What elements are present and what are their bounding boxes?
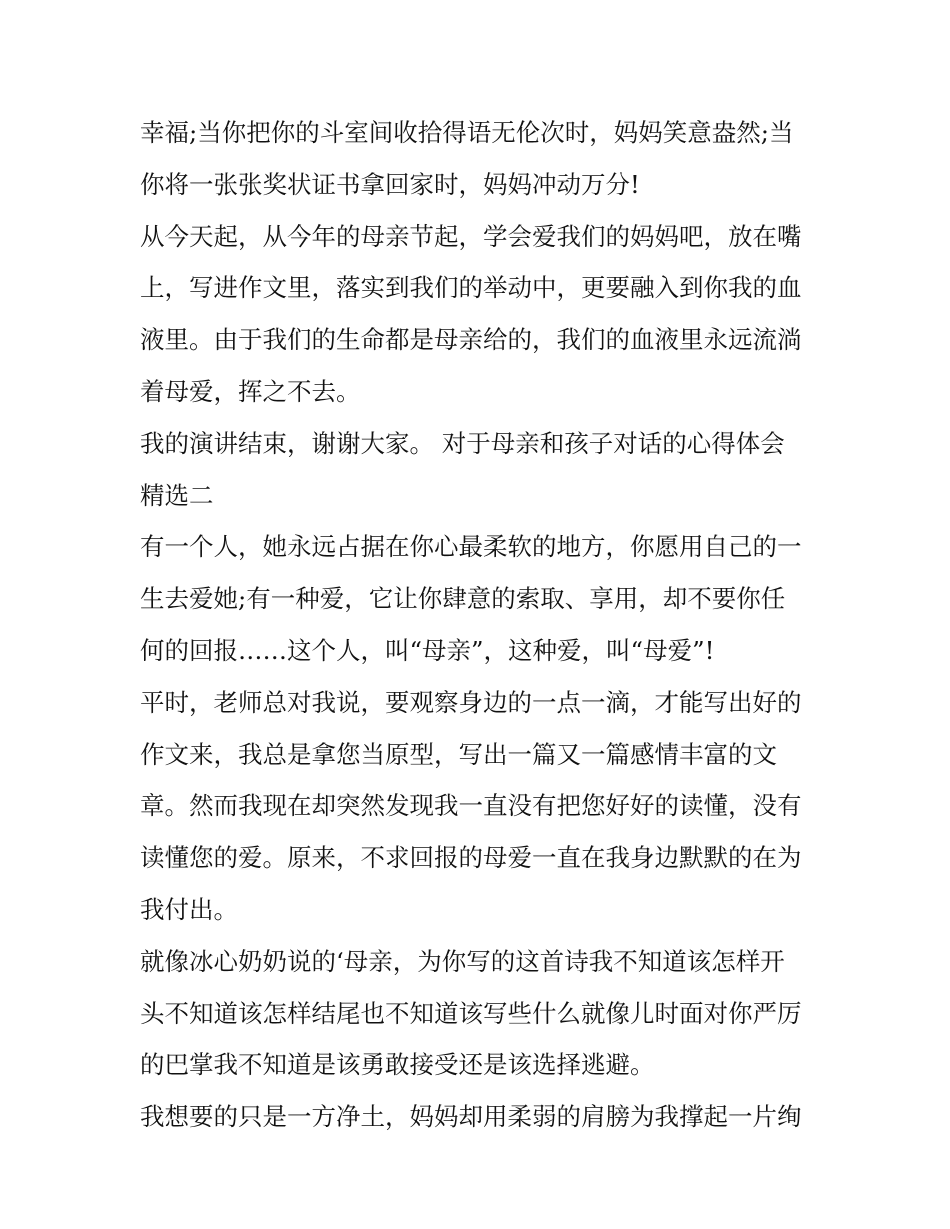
text-line: 上，写进作文里，落实到我们的举动中，更要融入到你我的血 xyxy=(140,273,802,303)
text-line: 液里。由于我们的生命都是母亲给的，我们的血液里永远流淌 xyxy=(140,325,802,355)
text-line: 有一个人，她永远占据在你心最柔软的地方，你愿用自己的一 xyxy=(140,532,802,562)
text-line: 我付出。 xyxy=(140,894,238,924)
text-line: 我想要的只是一方净土，妈妈却用柔弱的肩膀为我撑起一片绚 xyxy=(140,1102,802,1132)
text-line: 的巴掌我不知道是该勇敢接受还是该选择逃避。 xyxy=(140,1050,655,1080)
text-line: 平时，老师总对我说，要观察身边的一点一滴，才能写出好的 xyxy=(140,687,802,717)
text-line: 着母爱，挥之不去。 xyxy=(140,376,361,406)
text-line: 生去爱她;有一种爱，它让你肆意的索取、享用，却不要你任 xyxy=(140,584,786,614)
text-line: 我的演讲结束，谢谢大家。 对于母亲和孩子对话的心得体会 xyxy=(140,428,785,458)
text-line: 你将一张张奖状证书拿回家时，妈妈冲动万分! xyxy=(140,169,640,199)
text-line: 作文来，我总是拿您当原型，写出一篇又一篇感情丰富的文 xyxy=(140,739,777,769)
body-text xyxy=(140,107,820,1143)
text-line: 章。然而我现在却突然发现我一直没有把您好好的读懂，没有 xyxy=(140,791,802,821)
text-line: 读懂您的爱。原来，不求回报的母爱一直在我身边默默的在为 xyxy=(140,843,802,873)
text-line: 从今天起，从今年的母亲节起，学会爱我们的妈妈吧，放在嘴 xyxy=(140,221,802,251)
text-line: 精选二 xyxy=(140,480,214,510)
text-line: 就像冰心奶奶说的‘母亲，为你写的这首诗我不知道该怎样开 xyxy=(140,946,785,976)
text-line: 何的回报……这个人，叫“母亲”，这种爱，叫“母爱”! xyxy=(140,635,715,665)
text-line: 头不知道该怎样结尾也不知道该写些什么就像儿时面对你严厉 xyxy=(140,998,802,1028)
text-line: 幸福;当你把你的斗室间收拾得语无伦次时，妈妈笑意盎然;当 xyxy=(140,118,794,147)
